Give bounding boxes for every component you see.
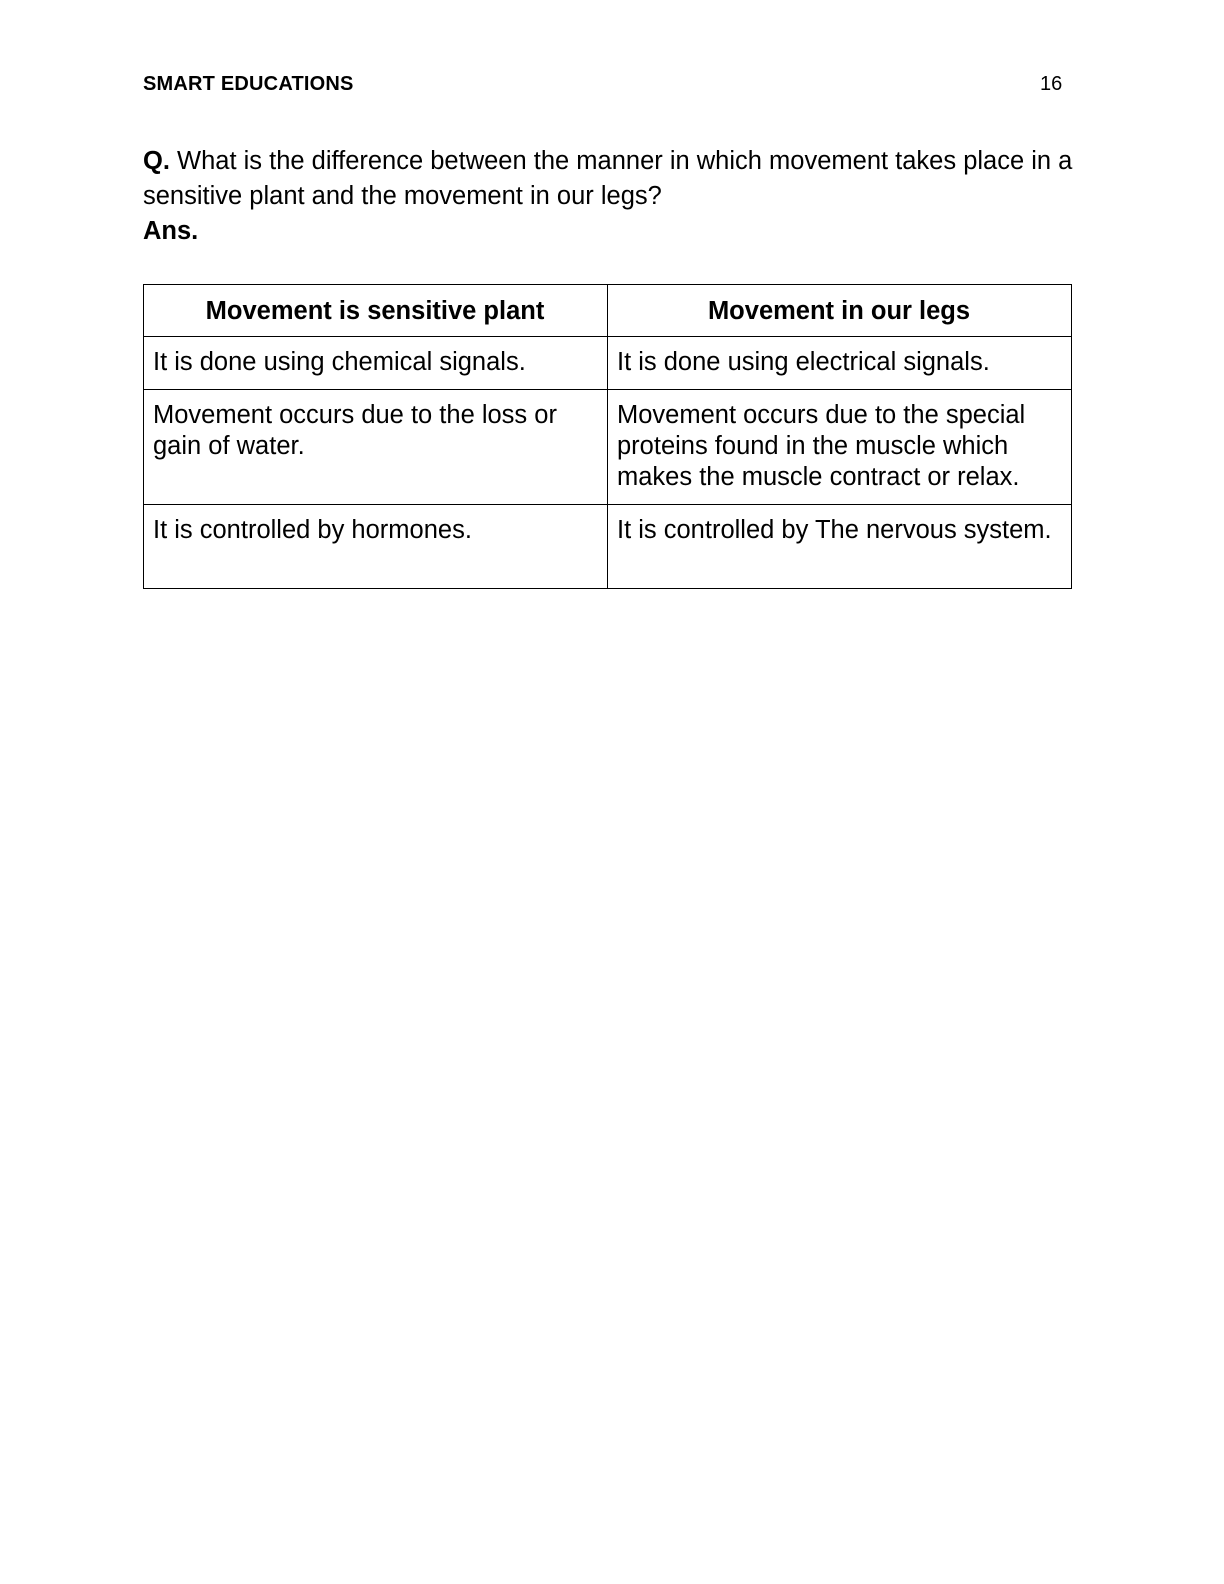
table-header-cell: Movement in our legs — [608, 285, 1072, 337]
table-cell: It is done using chemical signals. — [144, 337, 608, 390]
page-number: 16 — [1040, 73, 1063, 95]
table-cell: It is controlled by The nervous system. — [608, 505, 1072, 589]
table-cell: Movement occurs due to the loss or gain of water. — [144, 390, 608, 505]
header-brand: SMART EDUCATIONS — [143, 73, 354, 95]
table-cell: Movement occurs due to the special proteins found in the muscle which makes the muscle contract or relax. — [608, 390, 1072, 505]
table-header-row — [144, 285, 1072, 337]
table-cell: It is done using electrical signals. — [608, 337, 1072, 390]
question-text: What is the difference between the manner in which movement takes place in a sensitive plant and the movement in our legs? — [143, 147, 1073, 210]
answer-label: Ans. — [143, 217, 199, 245]
table-row — [144, 337, 1072, 390]
table-header-cell: Movement is sensitive plant — [144, 285, 608, 337]
comparison-table — [143, 284, 1072, 589]
question — [143, 144, 1083, 214]
table-row — [144, 390, 1072, 505]
table-row — [144, 505, 1072, 589]
question-label: Q. — [143, 147, 170, 175]
table-cell: It is controlled by hormones. — [144, 505, 608, 589]
